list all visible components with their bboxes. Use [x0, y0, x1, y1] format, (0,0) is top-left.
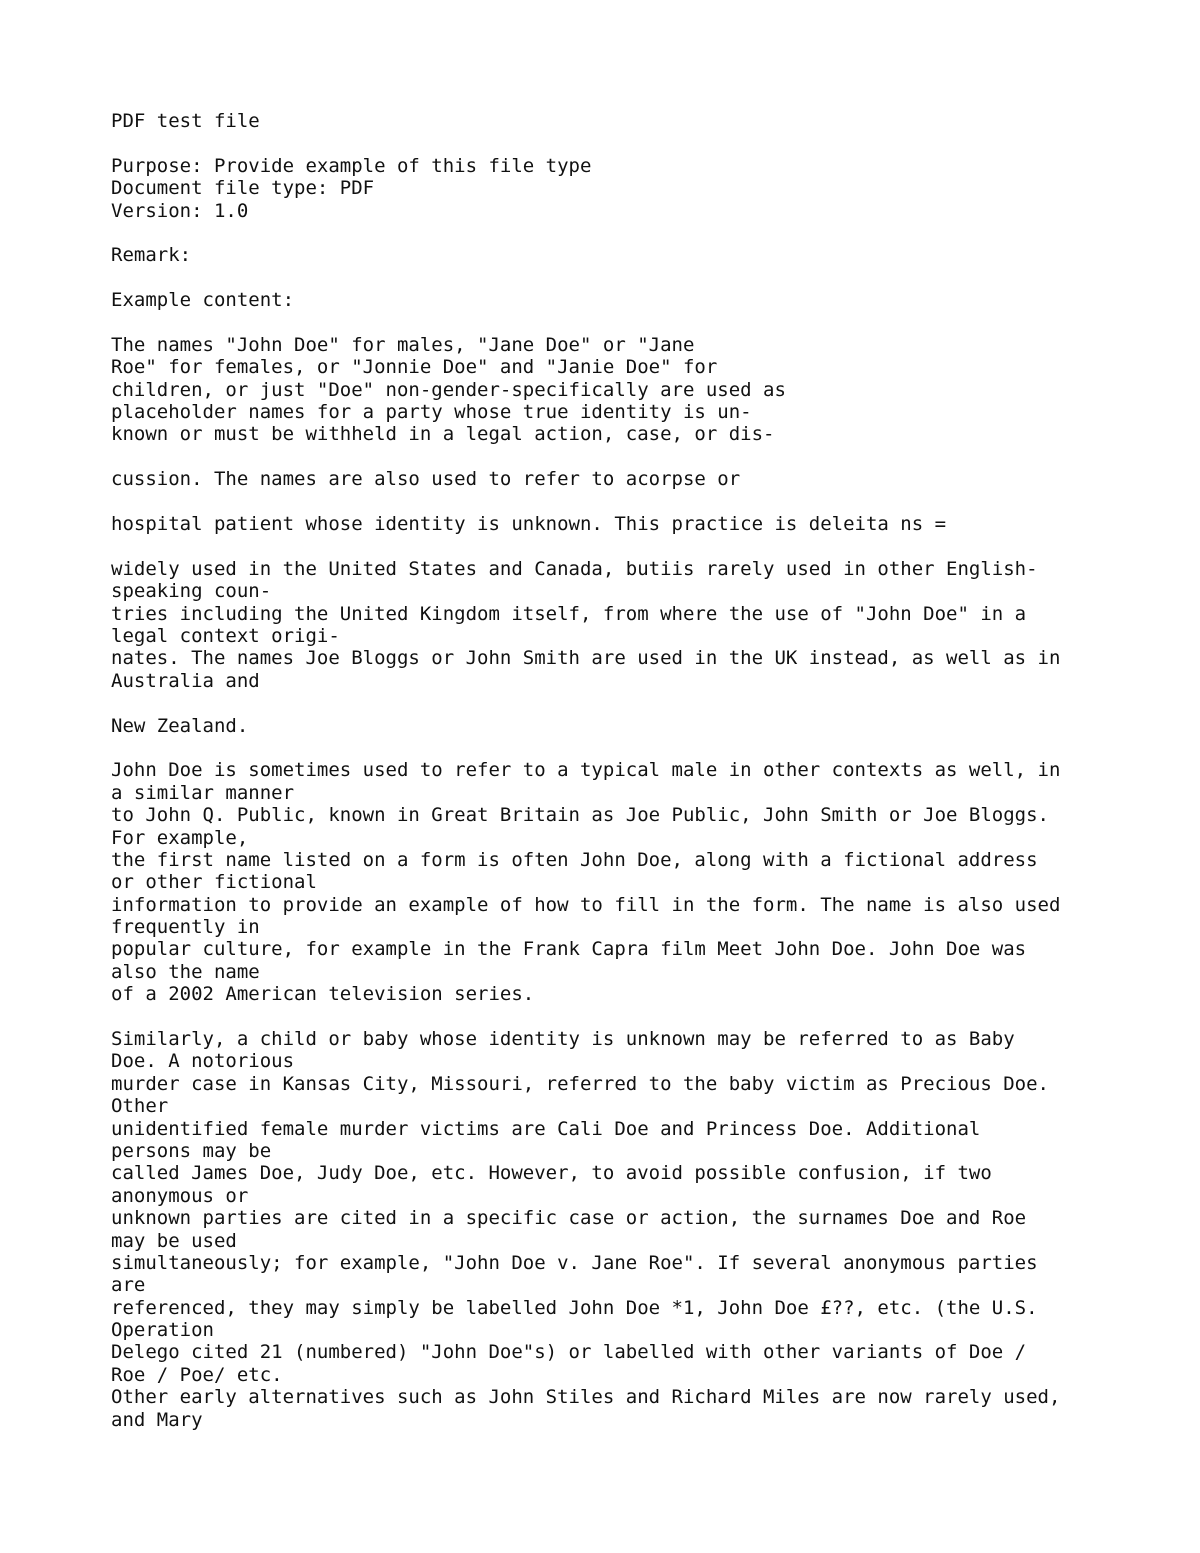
- text-line: nates. The names Joe Bloggs or John Smith are used in the UK instead, as well as in: [111, 647, 1061, 670]
- text-line: Roe / Poe/ etc.: [111, 1363, 283, 1386]
- text-line: are: [111, 1274, 146, 1297]
- blank-line: [111, 446, 1151, 468]
- text-line: known or must be withheld in a legal action, case, or dis-: [111, 423, 775, 446]
- text-line: The names "John Doe" for males, "Jane Doe" or "Jane: [111, 333, 695, 356]
- text-line: cussion. The names are also used to refer to acorpse or: [111, 468, 741, 491]
- blank-line: [111, 1006, 1151, 1028]
- blank-line: [111, 222, 1151, 244]
- blank-line: [111, 132, 1151, 154]
- text-line: Roe" for females, or "Jonnie Doe" and "Janie Doe" for: [111, 356, 718, 379]
- text-line: or other fictional: [111, 871, 317, 894]
- blank-line: [111, 267, 1151, 289]
- text-line: may be used: [111, 1229, 237, 1252]
- text-line: Similarly, a child or baby whose identity is unknown may be referred to as Baby: [111, 1028, 1015, 1051]
- text-line: John Doe is sometimes used to refer to a typical male in other contexts as well, in: [111, 759, 1061, 782]
- text-line: anonymous or: [111, 1184, 249, 1207]
- text-line: Delego cited 21 (numbered) "John Doe"s) or labelled with other variants of Doe /: [111, 1341, 1027, 1364]
- text-line: For example,: [111, 826, 249, 849]
- text-line: New Zealand.: [111, 714, 249, 737]
- text-line: to John Q. Public, known in Great Britain as Joe Public, John Smith or Joe Bloggs.: [111, 804, 1049, 827]
- text-line: unidentified female murder victims are Cali Doe and Princess Doe. Additional: [111, 1117, 981, 1140]
- document-title: PDF test file: [111, 110, 260, 132]
- text-line: persons may be: [111, 1139, 272, 1162]
- text-line: murder case in Kansas City, Missouri, referred to the baby victim as Precious Doe.: [111, 1072, 1049, 1095]
- text-line: Remark:: [111, 244, 192, 267]
- text-line: Australia and: [111, 669, 260, 692]
- text-line: Other early alternatives such as John Stiles and Richard Miles are now rarely used,: [111, 1386, 1061, 1409]
- text-line: called James Doe, Judy Doe, etc. However, to avoid possible confusion, if two: [111, 1162, 992, 1185]
- document-body: [111, 110, 1151, 1431]
- text-line: the first name listed on a form is often John Doe, along with a fictional address: [111, 848, 1038, 871]
- text-line: frequently in: [111, 916, 260, 939]
- text-line: tries including the United Kingdom itself, from where the use of "John Doe" in a: [111, 602, 1027, 625]
- blank-line: [111, 737, 1151, 759]
- blank-line: [111, 312, 1151, 334]
- text-line: Other: [111, 1095, 169, 1118]
- text-line: Operation: [111, 1319, 214, 1342]
- text-line: Version: 1.0: [111, 199, 249, 222]
- text-line: hospital patient whose identity is unknown. This practice is deleita ns =: [111, 513, 947, 536]
- text-line: children, or just "Doe" non-gender-specifically are used as: [111, 378, 786, 401]
- text-line: widely used in the United States and Canada, butiis rarely used in other English-: [111, 557, 1038, 580]
- text-line: unknown parties are cited in a specific case or action, the surnames Doe and Roe: [111, 1207, 1027, 1230]
- text-line: legal context origi-: [111, 624, 340, 647]
- text-line: speaking coun-: [111, 580, 272, 603]
- text-line: Purpose: Provide example of this file type: [111, 154, 592, 177]
- text-line: Doe. A notorious: [111, 1050, 295, 1073]
- text-line: and Mary: [111, 1408, 203, 1431]
- text-line: popular culture, for example in the Frank Capra film Meet John Doe. John Doe was: [111, 938, 1027, 961]
- text-line: referenced, they may simply be labelled John Doe *1, John Doe £??, etc. (the U.S.: [111, 1296, 1038, 1319]
- text-line: information to provide an example of how to fill in the form. The name is also used: [111, 893, 1061, 916]
- blank-line: [111, 535, 1151, 557]
- blank-line: [111, 692, 1151, 714]
- text-line: of a 2002 American television series.: [111, 983, 535, 1006]
- text-line: a similar manner: [111, 781, 295, 804]
- text-line: placeholder names for a party whose true identity is un-: [111, 401, 752, 424]
- text-line: simultaneously; for example, "John Doe v. Jane Roe". If several anonymous parties: [111, 1251, 1038, 1274]
- text-line: Document file type: PDF: [111, 177, 375, 200]
- text-line: also the name: [111, 960, 260, 983]
- blank-line: [111, 491, 1151, 513]
- text-line: Example content:: [111, 289, 295, 312]
